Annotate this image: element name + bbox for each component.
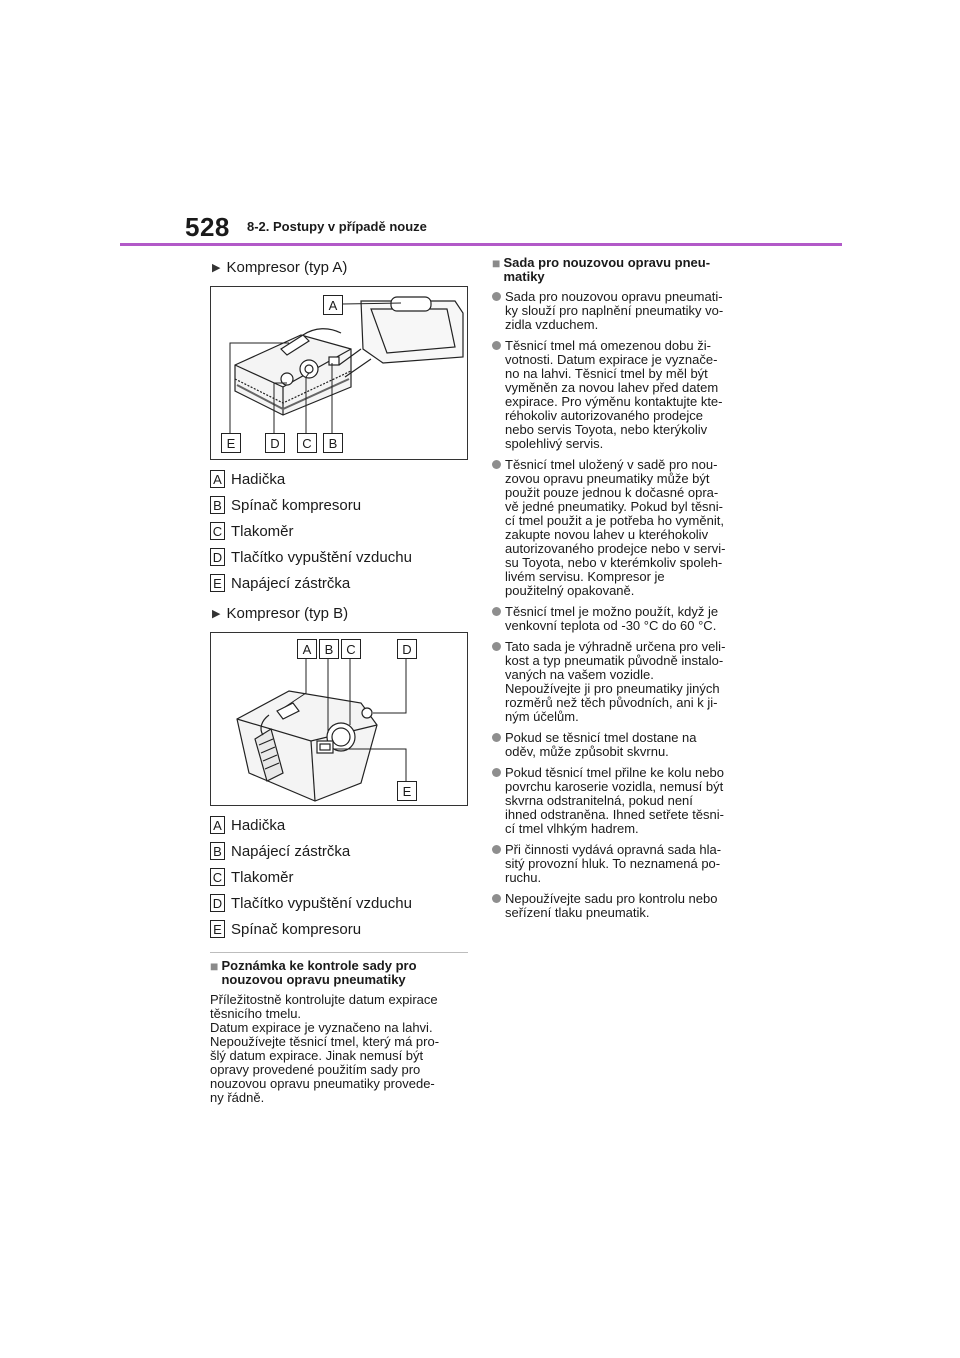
callout-e: E	[221, 433, 241, 453]
circle-bullet-icon	[492, 642, 501, 651]
list-item: Těsnicí tmel uložený v sadě pro nou- zovou opravu pneumatiky může být použit pouze jednou k dočasné opra- vě jedné pneumatiky. Pokud byl těsni- cí tmel použit a je potřeba ho vyměnit, zakupte novou lahev u kteréhokoliv autorizovaného prodejce nebo v servi- su Toyota, nebo v kterémkoliv spoleh- livém servisu. Kompresor je použitelný opakovaně.	[492, 458, 744, 598]
page-header	[185, 212, 842, 246]
legend-item: E Spínač kompresoru	[210, 916, 468, 942]
list-item: Nepoužívejte sadu pro kontrolu nebo seřízení tlaku pneumatik.	[492, 892, 744, 920]
page-number: 528	[185, 212, 230, 242]
right-column	[492, 252, 744, 927]
list-item: Pokud se těsnicí tmel dostane na oděv, může způsobit skvrnu.	[492, 731, 744, 759]
legend-item: E Napájecí zástrčka	[210, 570, 468, 596]
list-item: Při činnosti vydává opravná sada hla- sitý provozní hluk. To neznamená po- ruchu.	[492, 843, 744, 885]
circle-bullet-icon	[492, 768, 501, 777]
circle-bullet-icon	[492, 292, 501, 301]
list-item: Těsnicí tmel je možno použít, když je venkovní teplota od -30 °C do 60 °C.	[492, 605, 744, 633]
figure-compressor-type-a	[210, 286, 468, 460]
list-item: Tato sada je výhradně určena pro veli- kost a typ pneumatik původně instalo- vaných na vašem vozidle. Nepoužívejte ji pro pneumatiky jiných rozměrů než těch původních, ani k ji- ným účelům.	[492, 640, 744, 724]
triangle-bullet-icon: ▶	[212, 261, 221, 274]
kit-heading: ■ Sada pro nouzovou opravu pneu- matiky	[492, 255, 711, 284]
legend-item: C Tlakoměr	[210, 518, 468, 544]
callout-d: D	[397, 639, 417, 659]
circle-bullet-icon	[492, 341, 501, 350]
list-item: Pokud těsnicí tmel přilne ke kolu nebo povrchu karoserie vozidla, nemusí být skvrna odstranitelná, pokud není ihned odstraněna. Ihned setřete těsni- cí tmel vlhkým hadrem.	[492, 766, 744, 836]
left-column	[210, 252, 468, 1105]
triangle-bullet-icon: ▶	[212, 607, 221, 620]
compressor-type-b-illustration	[211, 633, 467, 805]
circle-bullet-icon	[492, 845, 501, 854]
callout-a-top: A	[323, 295, 343, 315]
legend-item: B Spínač kompresoru	[210, 492, 468, 518]
note-body: Příležitostně kontrolujte datum expirace těsnicího tmelu. Datum expirace je vyznačeno na lahvi. Nepoužívejte těsnicí tmel, který má pro- šlý datum expirace. Jinak nemusí být opravy provedené použitím sady pro nouzovou opravu pneumatiky provede- ny řádně.	[210, 992, 440, 1105]
type-a-heading: ▶ Kompresor (typ A)	[212, 258, 348, 276]
circle-bullet-icon	[492, 733, 501, 742]
circle-bullet-icon	[492, 607, 501, 616]
kit-bullet-list	[492, 290, 744, 920]
callout-e: E	[397, 781, 417, 801]
callout-d: D	[265, 433, 285, 453]
note-divider	[210, 952, 468, 953]
square-bullet-icon: ■	[210, 958, 219, 974]
legend-item: D Tlačítko vypuštění vzduchu	[210, 544, 468, 570]
note-heading: ■ Poznámka ke kontrole sady pro nouzovou opravu pneumatiky	[210, 958, 417, 987]
legend-item: A Hadička	[210, 812, 468, 838]
header-divider	[120, 243, 842, 246]
circle-bullet-icon	[492, 894, 501, 903]
section-title: 8-2. Postupy v případě nouze	[247, 219, 427, 234]
legend-item: A Hadička	[210, 466, 468, 492]
legend-type-a	[210, 466, 468, 596]
square-bullet-icon: ■	[492, 255, 501, 271]
legend-item: D Tlačítko vypuštění vzduchu	[210, 890, 468, 916]
callout-c: C	[341, 639, 361, 659]
figure-compressor-type-b	[210, 632, 468, 806]
legend-item: C Tlakoměr	[210, 864, 468, 890]
callout-c: C	[297, 433, 317, 453]
callout-b: B	[319, 639, 339, 659]
callout-b: B	[323, 433, 343, 453]
callout-a: A	[297, 639, 317, 659]
legend-item: B Napájecí zástrčka	[210, 838, 468, 864]
circle-bullet-icon	[492, 460, 501, 469]
type-b-heading: ▶ Kompresor (typ B)	[212, 604, 349, 622]
legend-type-b	[210, 812, 468, 942]
list-item: Sada pro nouzovou opravu pneumati- ky slouží pro naplnění pneumatiky vo- zidla vzduchem.	[492, 290, 744, 332]
list-item: Těsnicí tmel má omezenou dobu ži- votnosti. Datum expirace je vyznače- no na lahvi. Těsnicí tmel by měl být vyměněn za novou lahev před datem expirace. Pro výměnu kontaktujte kte- réhokoliv autorizovaného prodejce nebo servis Toyota, nebo kterýkoliv spolehlivý servis.	[492, 339, 744, 451]
